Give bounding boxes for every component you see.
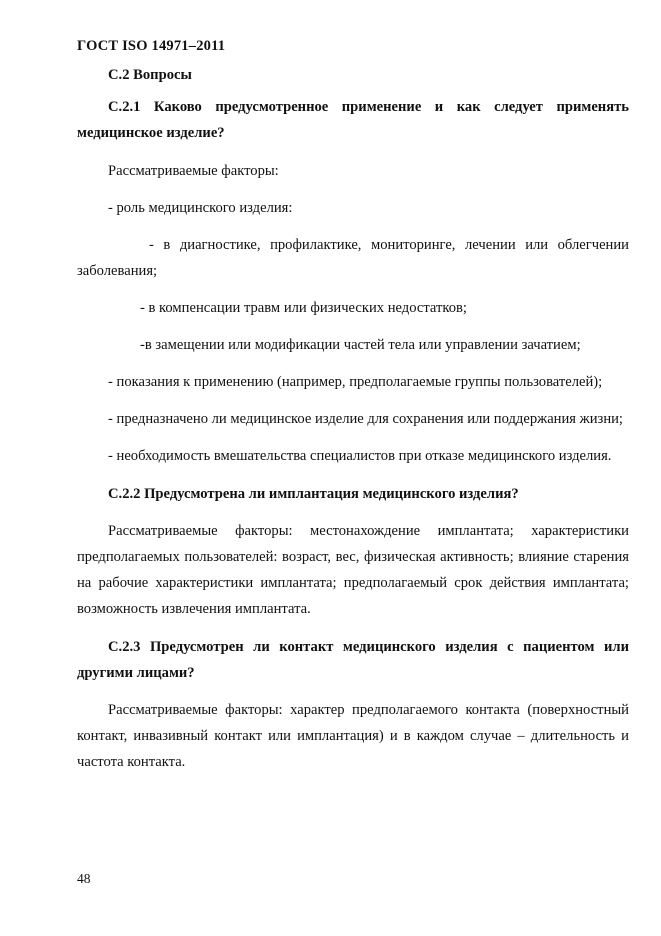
c21-role-a: - в диагностике, профилактике, мониторинге, лечении или облегчении заболевания; — [77, 237, 629, 279]
c22-heading: С.2.2 Предусмотрена ли имплантация медицинского изделия? — [108, 486, 519, 502]
c21-indications: - показания к применению (например, предполагаемые группы пользователей); — [108, 374, 603, 390]
c23-heading: С.2.3 Предусмотрен ли контакт медицинского изделия с пациентом или другими лицами? — [77, 639, 629, 681]
c21-life: - предназначено ли медицинское изделие для сохранения или поддержания жизни; — [108, 411, 623, 427]
c23-text: Рассматриваемые факторы: характер предполагаемого контакта (поверхностный контакт, инвазивный контакт или имплантация) и в каждом случае – длительность и частота контакта. — [77, 702, 629, 770]
c22-text: Рассматриваемые факторы: местонахождение имплантата; характеристики предполагаемых пользователей: возраст, вес, физическая активность; влияние старения на рабочие характеристики имплантата; предполагаемый срок действия имплантата; возможность извлечения имплантата. — [77, 523, 629, 617]
page-number: 48 — [77, 871, 91, 886]
section-title: С.2 Вопросы — [108, 67, 192, 83]
c21-factors: Рассматриваемые факторы: — [108, 163, 279, 179]
c21-role-b: - в компенсации травм или физических недостатков; — [140, 300, 467, 316]
c21-intervention: - необходимость вмешательства специалистов при отказе медицинского изделия. — [108, 448, 612, 464]
c21-role: - роль медицинского изделия: — [108, 200, 293, 216]
c21-role-c: -в замещении или модификации частей тела или управлении зачатием; — [140, 337, 581, 353]
document-header: ГОСТ ISO 14971–2011 — [77, 38, 226, 54]
c21-heading: С.2.1 Каково предусмотренное применение и как следует применять медицинское изделие? — [77, 99, 629, 141]
document-body — [77, 62, 629, 786]
